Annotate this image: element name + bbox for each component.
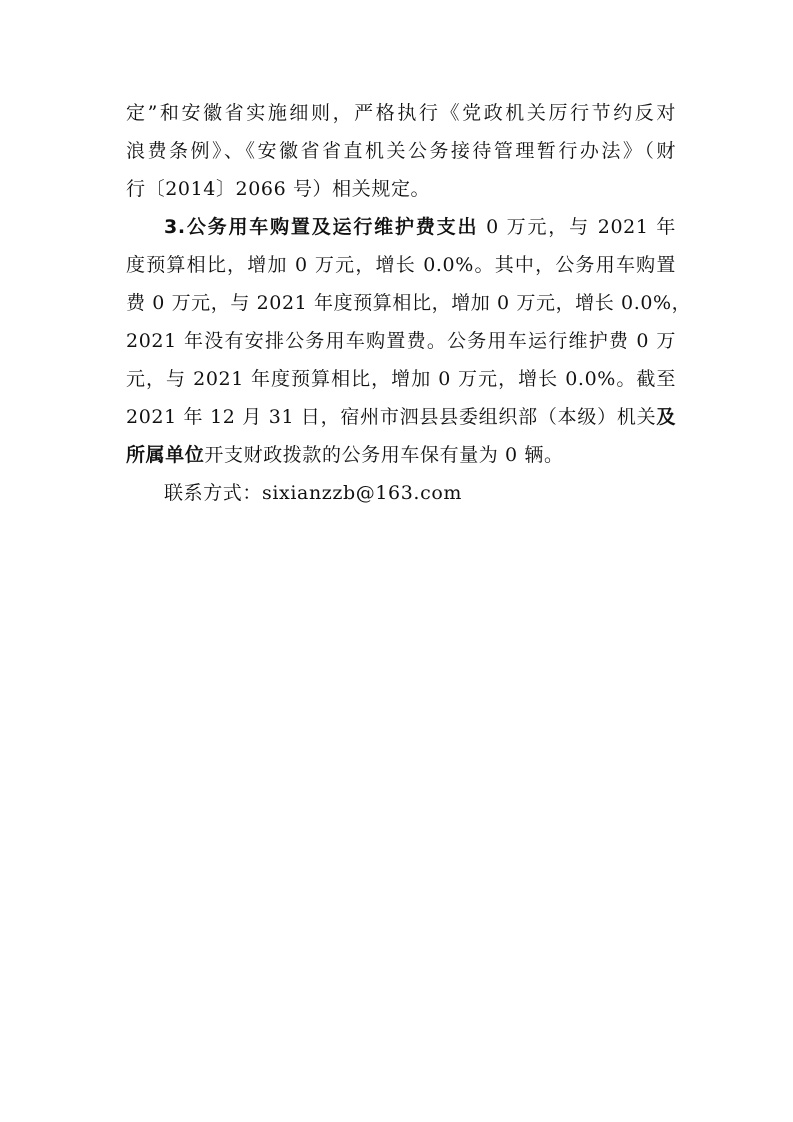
paragraph-text: 2021 年 12 月 31 日，宿州市泗县县委组织部（本级）机关	[126, 406, 657, 428]
section-heading: 3.公务用车购置及运行维护费支出	[164, 216, 479, 238]
document-body	[126, 94, 692, 512]
bold-text: 所属单位	[126, 444, 205, 466]
paragraph-line: 浪费条例》、《安徽省省直机关公务接待管理暂行办法》（财	[126, 140, 676, 162]
paragraph-text: 0 万元，与 2021 年	[478, 216, 676, 238]
section-heading-line	[126, 208, 676, 246]
paragraph-line	[126, 398, 676, 436]
paragraph-line: 度预算相比，增加 0 万元，增长 0.0%。其中，公务用车购置	[126, 254, 676, 276]
paragraph-line: 元，与 2021 年度预算相比，增加 0 万元，增长 0.0%。截至	[126, 368, 676, 390]
paragraph-line: 定”和安徽省实施细则，严格执行《党政机关厉行节约反对	[126, 102, 676, 124]
paragraph-text: 开支财政拨款的公务用车保有量为 0 辆。	[204, 444, 564, 466]
bold-text: 及	[656, 406, 676, 428]
paragraph-line: 2021 年没有安排公务用车购置费。公务用车运行维护费 0 万	[126, 330, 676, 352]
paragraph-line	[126, 436, 676, 474]
contact-line: 联系方式：sixianzzb@163.com	[164, 482, 462, 504]
paragraph-line: 费 0 万元，与 2021 年度预算相比，增加 0 万元，增长 0.0%，	[126, 292, 692, 314]
paragraph-line: 行〔2014〕2066 号）相关规定。	[126, 178, 431, 200]
